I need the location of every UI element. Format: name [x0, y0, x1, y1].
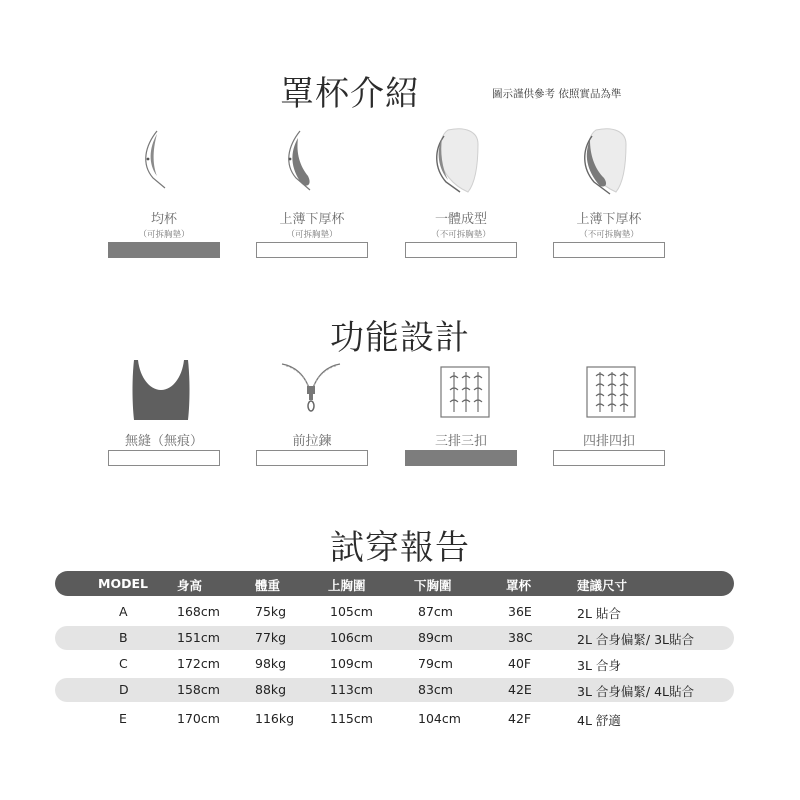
- table-cell: 42F: [508, 711, 532, 726]
- cup-selection-bar-push-up-fixed: [553, 242, 665, 258]
- table-cell: A: [119, 604, 128, 619]
- cup-item-sub: （可拆胸墊）: [286, 230, 338, 240]
- table-cell: 2L 貼合: [577, 606, 621, 621]
- padded-molded-cup-icon: [574, 124, 634, 196]
- function-selection-bar-three-hooks: [405, 450, 517, 466]
- cup-selection-bar-even: [108, 242, 220, 258]
- cup-item-label: 上薄下厚杯: [576, 212, 642, 227]
- even-cup-icon: [135, 126, 185, 196]
- table-cell: 98kg: [255, 656, 287, 671]
- cup-item-even: [107, 208, 221, 240]
- cup-selection-bar-push-up-removable: [256, 242, 368, 258]
- table-cell: 113cm: [330, 682, 373, 697]
- function-item-label: 四排四扣: [582, 434, 635, 449]
- table-cell: 2L 合身偏緊/ 3L貼合: [577, 632, 694, 647]
- four-row-hook-icon: [586, 366, 636, 418]
- table-cell: 75kg: [255, 604, 287, 619]
- function-selection-bar-four-hooks: [553, 450, 665, 466]
- table-cell: 36E: [508, 604, 532, 619]
- cup-selection-bar-molded: [405, 242, 517, 258]
- table-cell: 3L 合身: [577, 658, 621, 673]
- function-selection-bar-seamless: [108, 450, 220, 466]
- cup-item-push-up-fixed: [552, 208, 666, 240]
- table-cell: 151cm: [177, 630, 220, 645]
- header-under-bust: 下胸圍: [414, 578, 452, 593]
- function-item-seamless: [107, 430, 221, 449]
- header-height: 身高: [177, 578, 203, 593]
- function-item-label: 前拉鍊: [292, 434, 332, 449]
- cup-item-molded: [404, 208, 518, 240]
- table-cell: 79cm: [418, 656, 453, 671]
- molded-cup-icon: [426, 124, 486, 196]
- table-cell: 87cm: [418, 604, 453, 619]
- cup-item-sub: （不可拆胸墊）: [431, 230, 491, 240]
- function-item-label: 三排三扣: [434, 434, 487, 449]
- table-cell: 40F: [508, 656, 532, 671]
- cup-item-label: 一體成型: [434, 212, 487, 227]
- cup-item-label: 上薄下厚杯: [279, 212, 345, 227]
- table-cell: 168cm: [177, 604, 220, 619]
- table-cell: 83cm: [418, 682, 453, 697]
- function-item-label: 無縫（無痕）: [124, 434, 203, 449]
- table-cell: 115cm: [330, 711, 373, 726]
- cup-section-title: 罩杯介紹: [280, 74, 420, 114]
- function-selection-bar-front-zipper: [256, 450, 368, 466]
- function-item-front-zipper: [255, 430, 369, 449]
- function-item-three-hooks: [404, 430, 518, 449]
- report-table-header: [55, 571, 734, 596]
- table-cell: 104cm: [418, 711, 461, 726]
- header-cup: 罩杯: [506, 578, 532, 593]
- function-section-title: 功能設計: [330, 318, 470, 358]
- header-upper-bust: 上胸圍: [328, 578, 366, 593]
- table-cell: 77kg: [255, 630, 287, 645]
- function-item-four-hooks: [552, 430, 666, 449]
- zipper-icon: [280, 360, 342, 420]
- three-row-hook-icon: [440, 366, 490, 418]
- table-cell: 172cm: [177, 656, 220, 671]
- table-cell: 109cm: [330, 656, 373, 671]
- table-cell: E: [119, 711, 127, 726]
- seamless-bra-icon: [128, 356, 194, 422]
- cup-item-label: 均杯: [150, 212, 177, 227]
- table-cell: 105cm: [330, 604, 373, 619]
- push-up-cup-icon: [278, 126, 328, 196]
- table-cell: B: [119, 630, 128, 645]
- table-cell: 38C: [508, 630, 533, 645]
- table-cell: 4L 舒適: [577, 713, 621, 728]
- report-section-title: 試穿報告: [330, 528, 470, 568]
- table-cell: D: [119, 682, 129, 697]
- cup-item-sub: （不可拆胸墊）: [579, 230, 639, 240]
- table-cell: 106cm: [330, 630, 373, 645]
- table-cell: 158cm: [177, 682, 220, 697]
- table-cell: 88kg: [255, 682, 287, 697]
- cup-disclaimer-note: 圖示謹供參考 依照實品為準: [492, 88, 622, 100]
- table-cell: 89cm: [418, 630, 453, 645]
- header-weight: 體重: [255, 578, 281, 593]
- table-cell: 3L 合身偏緊/ 4L貼合: [577, 684, 694, 699]
- table-cell: 170cm: [177, 711, 220, 726]
- cup-item-push-up-removable: [255, 208, 369, 240]
- header-model: MODEL: [98, 576, 148, 591]
- cup-item-sub: （可拆胸墊）: [138, 230, 190, 240]
- table-cell: 116kg: [255, 711, 295, 726]
- header-suggested-size: 建議尺寸: [577, 578, 628, 593]
- table-cell: C: [119, 656, 128, 671]
- table-cell: 42E: [508, 682, 532, 697]
